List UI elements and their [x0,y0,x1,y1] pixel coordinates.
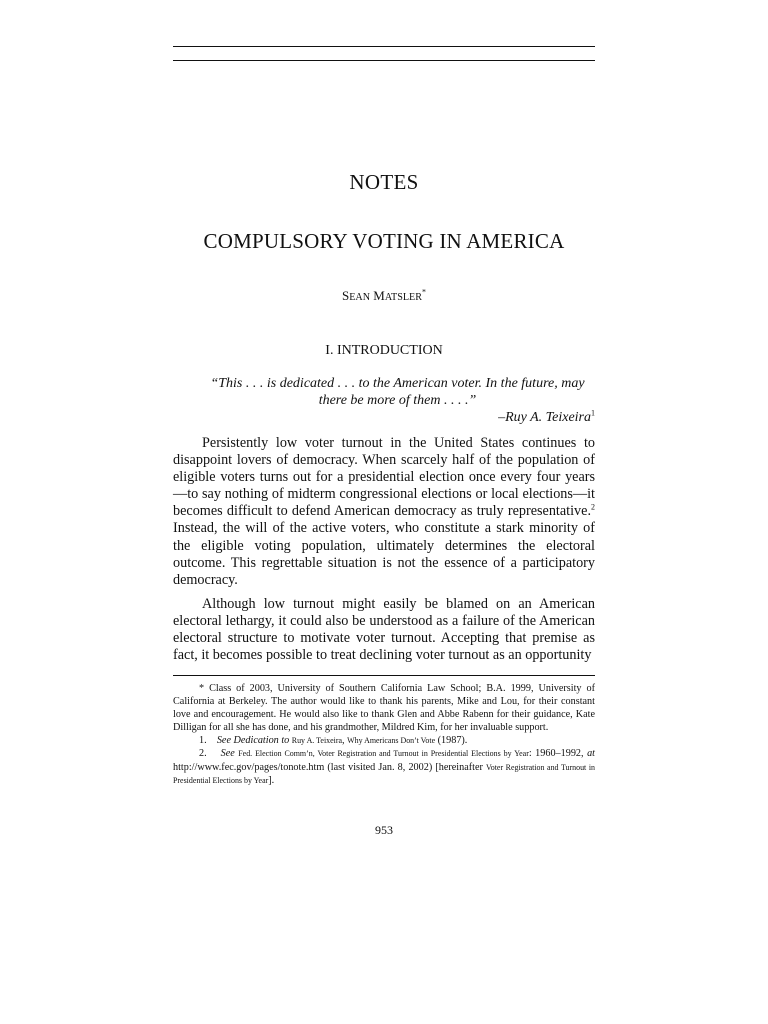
epigraph-attribution [300,410,595,426]
footnote-2-short-title: Voter Registration and Turnout in Presidential Elections by Year [173,762,596,785]
section-heading: I. INTRODUCTION [325,343,443,358]
footnote-2-signal: See [220,748,235,760]
footnote-2-years: : 1960–1992, [528,748,584,760]
footnote-ref-1: 1 [591,408,595,418]
notes-label: NOTES [349,170,419,194]
paragraph-1-text-a: Persistently low voter turnout in the United States continues to disappoint lovers of democracy. When scarcely half of the population of eligible voters turns out for a presidential election once every four years—to say nothing of midterm congressional elections or local elections—it becomes difficult to defend American democracy as truly representative. [173,435,595,520]
author-footnote-mark: * [422,287,426,297]
footnotes [173,682,595,787]
top-rule [173,46,595,47]
footnote-1: 1. See Dedication to Ruy A. Teixeira, Why Americans Don’t Vote (1987). [199,735,468,747]
epigraph-attribution-text: –Ruy A. Teixeira [498,410,591,425]
footnote-2-at: at [587,748,595,760]
author-first-rest: EAN [349,292,371,303]
author-name [0,288,768,304]
footnote-2 [173,747,595,786]
footnote-1-signal: See Dedication to [216,735,290,747]
paragraph-1 [173,435,595,589]
author-first-initial: S [342,288,350,303]
footnote-ref-2: 2 [591,502,595,512]
paragraph-1-text-b: Instead, the will of the active voters, who constitute a stark minority of the eligible voting population, ultimately determines the electoral outcome. This regrettable situation is not the essence of a participatory democracy. [173,520,595,588]
footnote-1-year: (1987). [437,735,468,747]
second-top-rule [173,60,595,61]
author-last-rest: ATSLER [384,292,422,303]
author-last-initial: M [373,288,385,303]
footnote-1-number: 1. [199,735,207,747]
epigraph-quote: “This . . . is dedicated . . . to the American voter. In the future, may there be more of them . . . .” [210,376,585,408]
footnote-star: * Class of 2003, University of Southern California Law School; B.A. 1999, University of California at Berkeley. The author would like to thank his parents, Mike and Lou, for their constant love and encouragement. He would also like to thank Glen and Abbe Rabenn for their guidance, Kate Dilligan for all she has done, and his grandmother, Mildred Kim, for her invaluable support. [173,683,595,734]
footnote-2-url: http://www.fec.gov/pages/tonote.htm (last visited Jan. 8, 2002) [hereinafter [173,761,483,773]
footnote-2-number: 2. [199,748,207,760]
footnote-2-source: Fed. Election Comm’n, Voter Registration and Turnout in Presidential Elections by Year [238,749,529,759]
article-title: COMPULSORY VOTING IN AMERICA [203,229,565,253]
footnote-1-author: Ruy A. Teixeira [291,736,343,746]
page-number: 953 [375,823,393,837]
paragraph-2: Although low turnout might easily be blamed on an American electoral lethargy, it could also be understood as a failure of the American electoral structure to motivate voter turnout. Accepting that premise as fact, it becomes possible to treat declining voter turnout as an opportunity [173,595,595,664]
footnote-2-end: ]. [268,774,275,786]
body-text [173,435,595,671]
footnote-1-title: Why Americans Don’t Vote [347,736,436,746]
footnote-divider [173,675,595,676]
